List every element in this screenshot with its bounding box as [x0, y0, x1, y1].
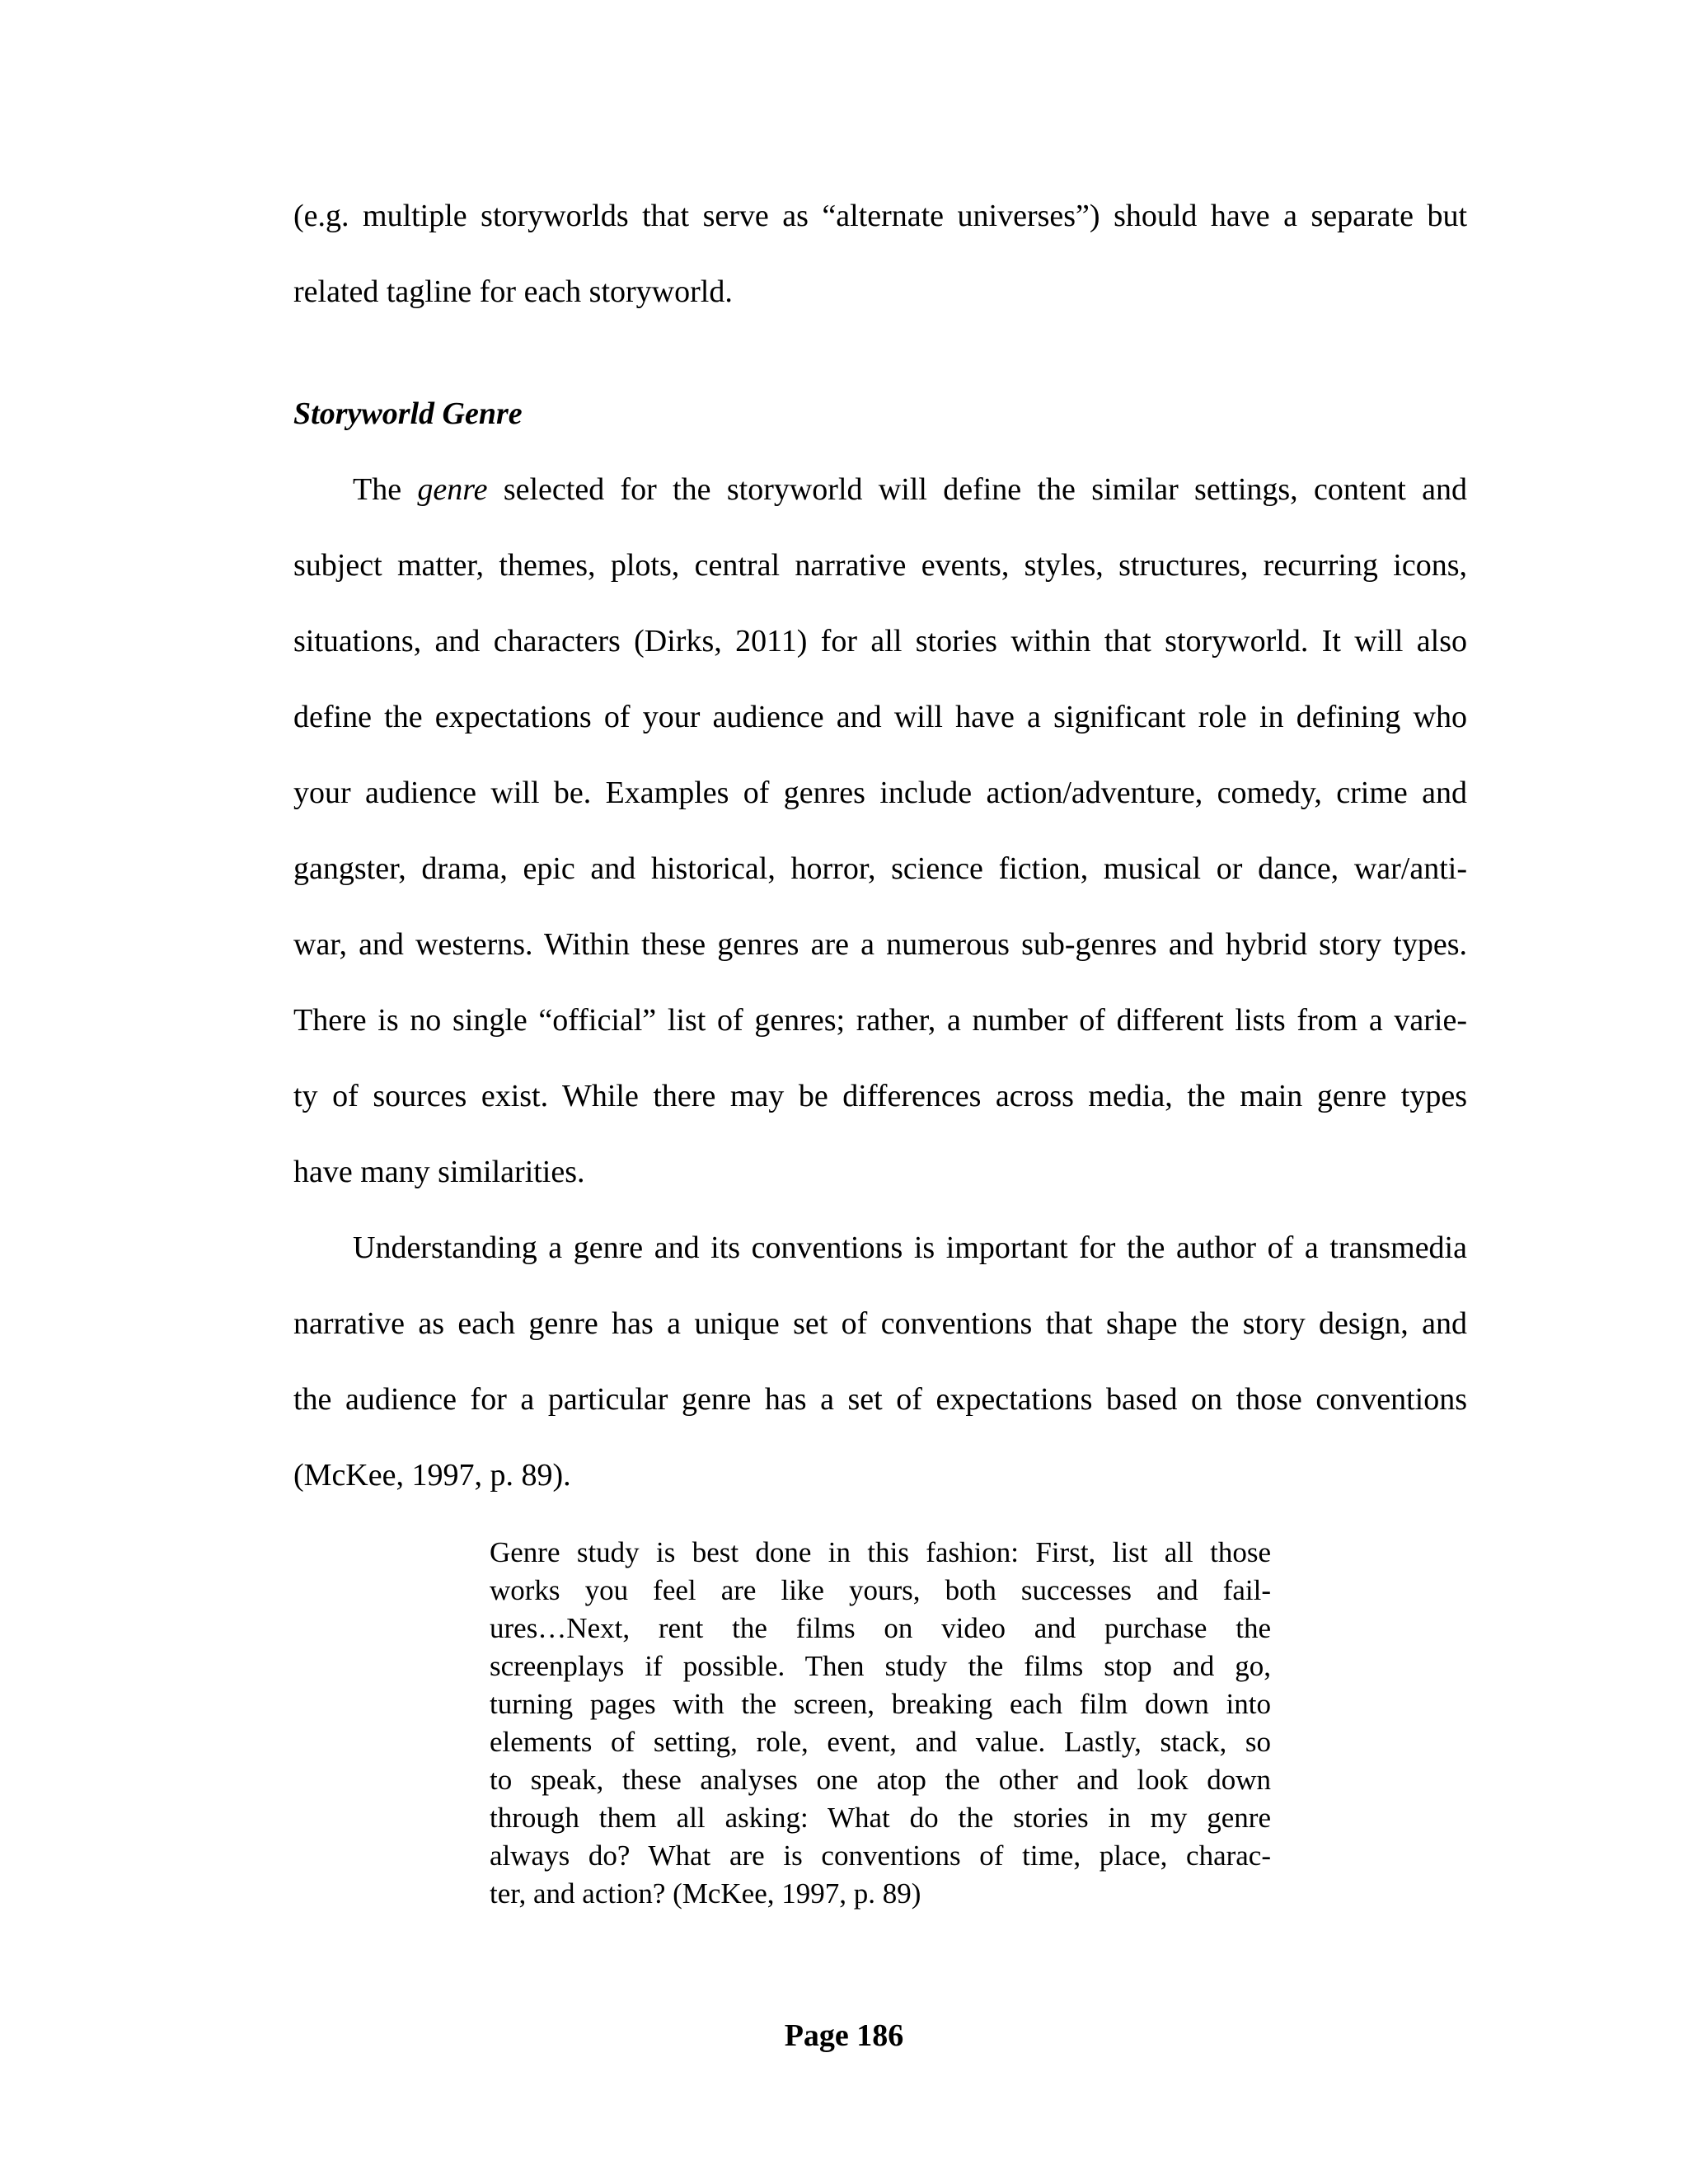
paragraph1-prefix: The	[353, 472, 418, 507]
genre-term: genre	[417, 472, 488, 507]
section-heading: Storyworld Genre	[293, 396, 523, 431]
blockquote-line-7: to speak, these analyses one atop the other and look down	[490, 1764, 1271, 1796]
blockquote-line-4: screenplays if possible. Then study the films stop and go,	[490, 1650, 1271, 1682]
blockquote-line-9: always do? What are is conventions of time, place, charac-	[490, 1840, 1271, 1872]
blockquote-line-2: works you feel are like yours, both successes and fail-	[490, 1574, 1271, 1606]
paragraph1-line-3: situations, and characters (Dirks, 2011) for all stories within that storyworld. It will also	[293, 624, 1467, 658]
blockquote-line-8: through them all asking: What do the stories in my genre	[490, 1802, 1271, 1834]
paragraph1-line-7: war, and westerns. Within these genres are a numerous sub-genres and hybrid story types.	[293, 927, 1467, 962]
paragraph2-line-4: (McKee, 1997, p. 89).	[293, 1458, 571, 1493]
blockquote-line-3: ures…Next, rent the films on video and purchase the	[490, 1612, 1271, 1644]
blockquote-line-6: elements of setting, role, event, and value. Lastly, stack, so	[490, 1726, 1271, 1758]
page-number: Page 186	[784, 2018, 904, 2053]
intro-line-1: (e.g. multiple storyworlds that serve as “alternate universes”) should have a separate but	[293, 199, 1467, 233]
paragraph2-line-3: the audience for a particular genre has a set of expectations based on those conventions	[293, 1382, 1467, 1417]
blockquote-line-1: Genre study is best done in this fashion: First, list all those	[490, 1536, 1271, 1568]
paragraph1-line-1	[353, 470, 1467, 509]
paragraph1-line-9: ty of sources exist. While there may be differences across media, the main genre types	[293, 1079, 1467, 1113]
paragraph2-line-1: Understanding a genre and its conventions is important for the author of a transmedia	[353, 1230, 1467, 1265]
paragraph1-line-6: gangster, drama, epic and historical, horror, science fiction, musical or dance, war/anti-	[293, 851, 1467, 886]
blockquote-line-5: turning pages with the screen, breaking each film down into	[490, 1688, 1271, 1720]
paragraph2-line-2: narrative as each genre has a unique set of conventions that shape the story design, and	[293, 1306, 1467, 1341]
paragraph1-line-5: your audience will be. Examples of genres include action/adventure, comedy, crime and	[293, 776, 1467, 810]
paragraph1-line-8: There is no single “official” list of genres; rather, a number of different lists from a varie-	[293, 1003, 1467, 1038]
paragraph1-suffix: selected for the storyworld will define the similar settings, content and	[487, 472, 1468, 507]
paragraph1-line-10: have many similarities.	[293, 1155, 585, 1189]
blockquote-line-10: ter, and action? (McKee, 1997, p. 89)	[490, 1877, 921, 1910]
paragraph1-line-2: subject matter, themes, plots, central narrative events, styles, structures, recurring icons,	[293, 548, 1467, 583]
paragraph1-line-4: define the expectations of your audience and will have a significant role in defining who	[293, 700, 1467, 734]
intro-line-2: related tagline for each storyworld.	[293, 274, 733, 309]
